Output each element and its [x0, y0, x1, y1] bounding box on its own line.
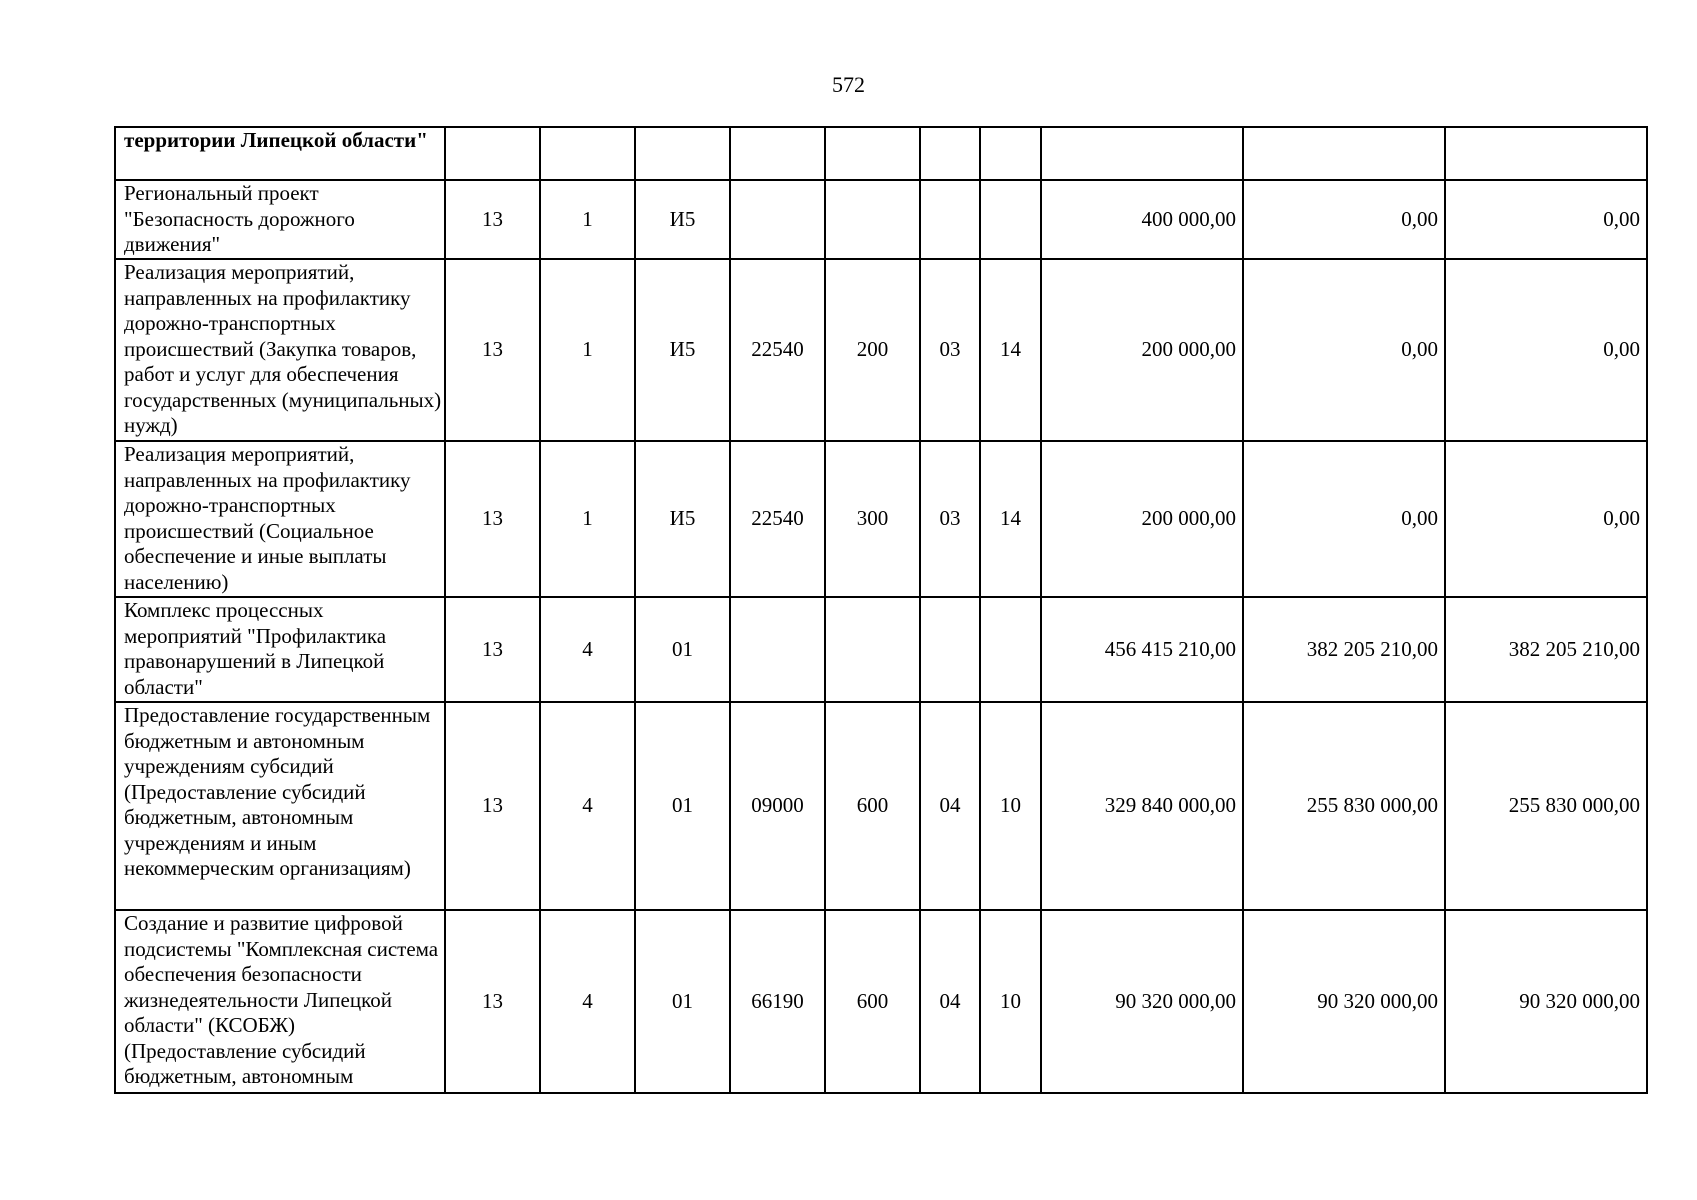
cell-subprogram: 4 — [540, 702, 635, 910]
cell-subprogram: 4 — [540, 910, 635, 1093]
table-row — [115, 910, 1647, 1093]
cell-program: 13 — [445, 597, 540, 702]
cell-amount-1: 329 840 000,00 — [1041, 702, 1243, 910]
table-row — [115, 127, 1647, 180]
row-name: Предоставление государственным бюджетным и автономным учреждениям субсидий (Предоставление субсидий бюджетным, автономным учреждениям и иным некоммерческим организациям) — [115, 702, 445, 910]
cell-subprogram — [540, 127, 635, 180]
cell-program: 13 — [445, 180, 540, 259]
cell-amount-1: 90 320 000,00 — [1041, 910, 1243, 1093]
cell-program: 13 — [445, 702, 540, 910]
cell-amount-2: 90 320 000,00 — [1243, 910, 1445, 1093]
cell-direction: 09000 — [730, 702, 825, 910]
cell-expense-type: 600 — [825, 910, 920, 1093]
row-name: Создание и развитие цифровой подсистемы "Комплексная система обеспечения безопасности жизнедеятельности Липецкой области" (КСОБЖ) (Предоставление субсидий бюджетным, автономным — [115, 910, 445, 1093]
cell-section: 04 — [920, 702, 980, 910]
cell-section: 03 — [920, 441, 980, 597]
cell-expense-type — [825, 597, 920, 702]
cell-subsection: 14 — [980, 259, 1041, 441]
table-row — [115, 180, 1647, 259]
cell-amount-3 — [1445, 127, 1647, 180]
cell-amount-1: 400 000,00 — [1041, 180, 1243, 259]
cell-section — [920, 597, 980, 702]
cell-project: И5 — [635, 180, 730, 259]
cell-subsection — [980, 180, 1041, 259]
cell-subprogram: 1 — [540, 441, 635, 597]
cell-subsection: 14 — [980, 441, 1041, 597]
cell-section: 03 — [920, 259, 980, 441]
cell-direction: 22540 — [730, 441, 825, 597]
cell-expense-type: 200 — [825, 259, 920, 441]
cell-program: 13 — [445, 910, 540, 1093]
cell-amount-1: 200 000,00 — [1041, 441, 1243, 597]
cell-project — [635, 127, 730, 180]
cell-program — [445, 127, 540, 180]
cell-expense-type — [825, 180, 920, 259]
row-name: Региональный проект "Безопасность дорожного движения" — [115, 180, 445, 259]
cell-expense-type — [825, 127, 920, 180]
cell-project: 01 — [635, 702, 730, 910]
table-row — [115, 702, 1647, 910]
cell-amount-1 — [1041, 127, 1243, 180]
cell-section: 04 — [920, 910, 980, 1093]
cell-amount-1: 200 000,00 — [1041, 259, 1243, 441]
cell-subprogram: 4 — [540, 597, 635, 702]
cell-expense-type: 300 — [825, 441, 920, 597]
cell-subsection — [980, 127, 1041, 180]
cell-section — [920, 127, 980, 180]
cell-amount-3: 0,00 — [1445, 180, 1647, 259]
cell-amount-3: 0,00 — [1445, 259, 1647, 441]
cell-amount-2: 382 205 210,00 — [1243, 597, 1445, 702]
cell-amount-2 — [1243, 127, 1445, 180]
cell-direction — [730, 127, 825, 180]
cell-project: 01 — [635, 910, 730, 1093]
cell-program: 13 — [445, 441, 540, 597]
row-name: Реализация мероприятий, направленных на профилактику дорожно-транспортных происшествий (Социальное обеспечение и иные выплаты населению) — [115, 441, 445, 597]
cell-direction — [730, 597, 825, 702]
cell-section — [920, 180, 980, 259]
row-name: территории Липецкой области" — [115, 127, 445, 180]
row-name: Комплекс процессных мероприятий "Профилактика правонарушений в Липецкой области" — [115, 597, 445, 702]
table-row — [115, 259, 1647, 441]
cell-expense-type: 600 — [825, 702, 920, 910]
cell-subprogram: 1 — [540, 180, 635, 259]
cell-amount-2: 0,00 — [1243, 180, 1445, 259]
cell-amount-3: 382 205 210,00 — [1445, 597, 1647, 702]
cell-amount-3: 90 320 000,00 — [1445, 910, 1647, 1093]
row-name: Реализация мероприятий, направленных на профилактику дорожно-транспортных происшествий (Закупка товаров, работ и услуг для обеспечения государственных (муниципальных) нужд) — [115, 259, 445, 441]
cell-program: 13 — [445, 259, 540, 441]
table-body — [115, 127, 1647, 1093]
cell-amount-1: 456 415 210,00 — [1041, 597, 1243, 702]
page-number: 572 — [832, 72, 865, 97]
cell-amount-2: 255 830 000,00 — [1243, 702, 1445, 910]
cell-project: И5 — [635, 441, 730, 597]
cell-project: 01 — [635, 597, 730, 702]
cell-direction — [730, 180, 825, 259]
cell-subprogram: 1 — [540, 259, 635, 441]
cell-amount-3: 255 830 000,00 — [1445, 702, 1647, 910]
table-row — [115, 441, 1647, 597]
cell-direction: 66190 — [730, 910, 825, 1093]
cell-subsection: 10 — [980, 910, 1041, 1093]
cell-amount-3: 0,00 — [1445, 441, 1647, 597]
cell-project: И5 — [635, 259, 730, 441]
cell-subsection: 10 — [980, 702, 1041, 910]
cell-amount-2: 0,00 — [1243, 259, 1445, 441]
cell-direction: 22540 — [730, 259, 825, 441]
cell-subsection — [980, 597, 1041, 702]
cell-amount-2: 0,00 — [1243, 441, 1445, 597]
budget-table — [114, 126, 1648, 1094]
table-row — [115, 597, 1647, 702]
